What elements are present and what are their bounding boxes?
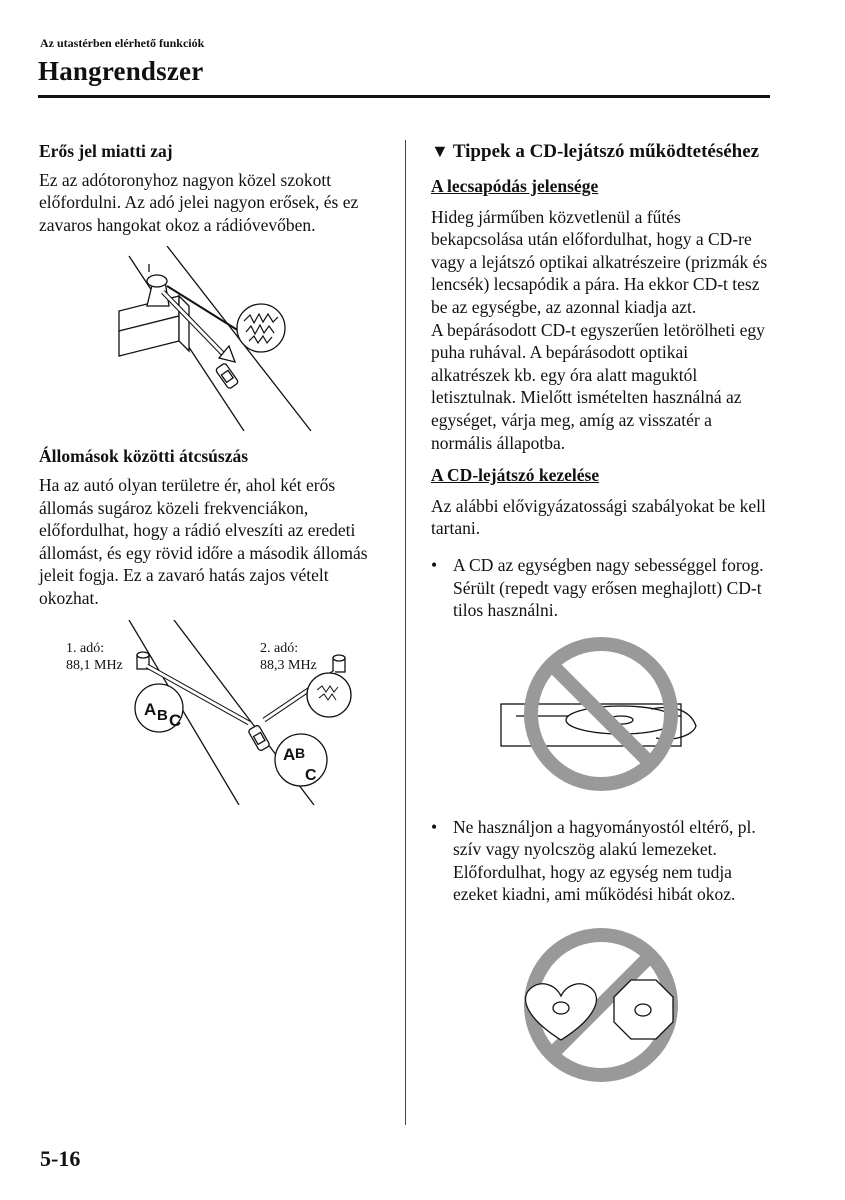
bullet-icon: • (431, 816, 438, 837)
subheading-condensation: A lecsapódás jelensége (431, 176, 599, 196)
station-2-frequency: 88,3 MHz (260, 658, 317, 673)
right-column (431, 140, 771, 1090)
bullet-damaged-cd (431, 554, 771, 622)
svg-text:A: A (283, 744, 296, 764)
svg-text:C: C (169, 710, 182, 730)
svg-text:B: B (157, 706, 168, 724)
station-1-label (66, 640, 123, 674)
paragraph-precautions: Az alábbi elővigyázatossági szabályokat be kell tartani. (431, 495, 766, 539)
bullet-icon: • (431, 554, 438, 575)
cd-tips-heading (431, 140, 771, 163)
tower-interference-figure (39, 246, 384, 431)
title-rule (38, 95, 770, 98)
subheading-cd-handling: A CD-lejátszó kezelése (431, 465, 600, 486)
heading-station-crossover: Állomások közötti átcsúszás (39, 446, 249, 467)
paragraph-strong-signal: Ez az adótoronyhoz nagyon közel szokott előfordulni. Az adó jelei nagyon erősek, és ez zavaros hangokat okoz a rádióvevőben. (39, 169, 359, 235)
triangle-down-icon: ▼ (431, 141, 449, 161)
cd-tips-heading-text: Tippek a CD-lejátszó működtetéséhez (452, 141, 760, 162)
paragraph-station-crossover: Ha az autó olyan területre ér, ahol két erős állomás sugároz közeli frekvenciákon, előfordulhat, hogy a rádió elveszíti az eredeti állomást, és egy rövid időre a második állomás jeleit fogja. Ez a zavaró hatás zajos vételt okozhat. (39, 474, 368, 608)
station-1-name: 1. adó: (66, 641, 105, 656)
station-2-label (260, 640, 317, 674)
bullet-irregular-disc-text: Ne használjon a hagyományostól eltérő, pl. szív vagy nyolcszög alakú lemezeket. Előfordulhat, hogy az egység nem tudja ezeket kiadni, ami működési hibát okoz. (453, 816, 756, 905)
bullet-damaged-cd-text: A CD az egységben nagy sebességgel forog. Sérült (repedt vagy erősen meghajlott) CD-t tilos használni. (453, 554, 764, 621)
svg-text:A: A (144, 699, 157, 719)
page-title: Hangrendszer (38, 56, 204, 86)
left-column (39, 140, 384, 805)
no-irregular-disc-icon (431, 920, 771, 1090)
no-damaged-cd-icon (431, 634, 771, 794)
svg-text:B: B (295, 744, 306, 761)
svg-text:C: C (305, 766, 317, 784)
paragraph-condensation-2: A bepárásodott CD-t egyszerűen letörölheti egy puha ruhával. A bepárásodott optikai alkatrészek kb. egy óra alatt maguktól letisztulnak. Mielőtt ismételten használná az egységet, várja meg, amíg az visszatér a normális állapotba. (431, 319, 765, 453)
station-1-frequency: 88,1 MHz (66, 658, 123, 673)
station-2-name: 2. adó: (260, 641, 299, 656)
column-divider (405, 140, 406, 1125)
page-number: 5-16 (40, 1146, 81, 1171)
paragraph-condensation-1: Hideg járműben közvetlenül a fűtés bekapcsolása után előfordulhat, hogy a CD-re vagy a lejátszó optikai alkatrészeire (prizmák és lencsék) lecsapódik a pára. Ha ekkor CD-t tesz be az egységbe, az azonnal kiadja azt. (431, 206, 768, 317)
section-label: Az utastérben elérhető funkciók (40, 36, 205, 50)
bullet-irregular-disc (431, 816, 771, 906)
heading-strong-signal-noise: Erős jel miatti zaj (39, 141, 173, 161)
